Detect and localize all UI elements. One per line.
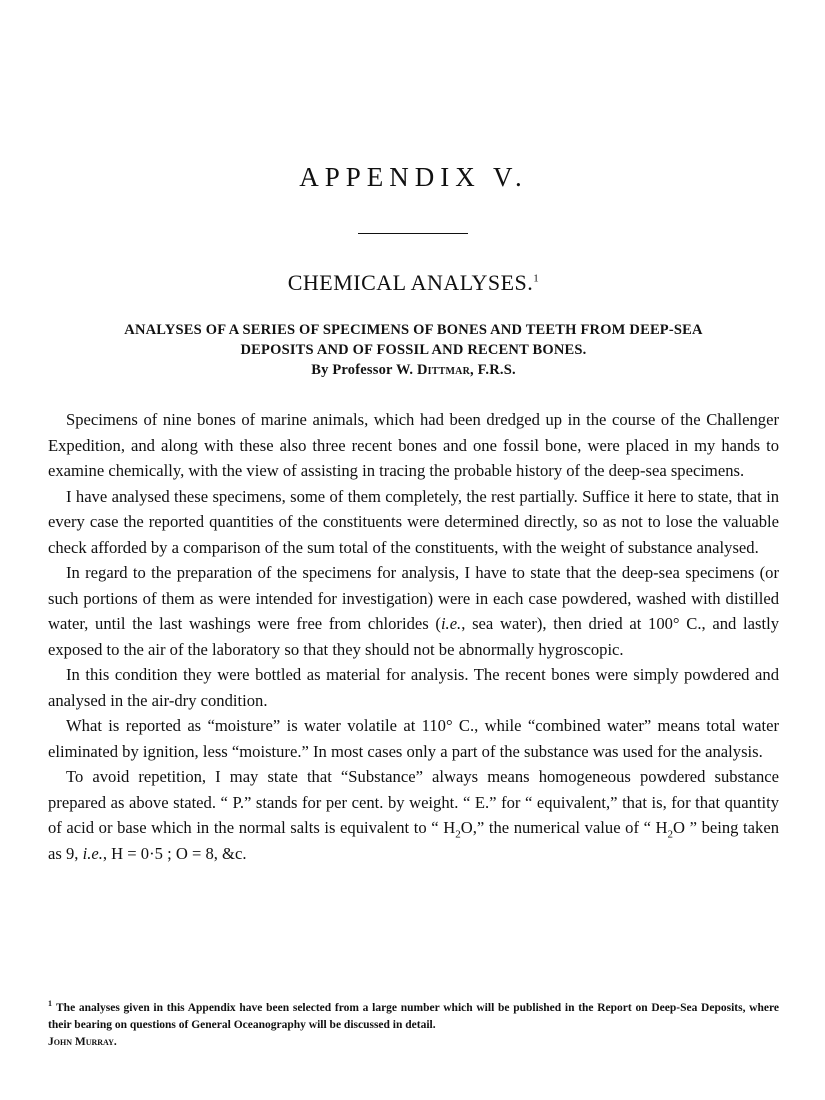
footnote-reference: 1: [533, 272, 540, 285]
author-name: Dittmar: [417, 362, 470, 378]
paragraph-3-ie: i.e.: [440, 614, 462, 633]
body-text: [48, 407, 779, 866]
paragraph-6-part-b: O,” the numerical value of “ H: [460, 818, 668, 837]
subscript-1: 2: [455, 828, 461, 841]
footnote: [48, 995, 779, 1051]
paragraph-5: What is reported as “moisture” is water volatile at 110° C., while “combined water” means total water eliminated by ignition, less “moisture.” In most cases only a part of the substance was used for the analysis.: [48, 716, 779, 761]
subtitle-line-1: ANALYSES OF A SERIES OF SPECIMENS OF BONES AND TEETH FROM DEEP-SEA: [124, 322, 703, 338]
appendix-heading: APPENDIX V.: [299, 162, 528, 192]
paragraph-4: In this condition they were bottled as material for analysis. The recent bones were simply powdered and analysed in the air-dry condition.: [48, 665, 779, 710]
document-page: [48, 0, 779, 1100]
author-line: [48, 360, 779, 380]
footnote-signature: John Murray.: [48, 1035, 117, 1048]
paragraph-2: I have analysed these specimens, some of them completely, the rest partially. Suffice it here to state, that in every case the reported quantities of the constituents were determined directly, so as not to lose the valuable check afforded by a comparison of the sum total of the constituents, with the weight of substance analysed.: [48, 486, 779, 557]
footnote-mark: 1: [48, 999, 52, 1008]
paragraph-3: [48, 560, 779, 662]
paragraph-6-part-c: O ” being taken as 9,: [48, 818, 779, 863]
paragraph-6-part-a: To avoid repetition, I may state that “Substance” always means homogeneous powdered substance prepared as above stated. “ P.” stands for per cent. by weight. “ E.” for “ equivalent,” that is, for that quantity of acid or base which in the normal salts is equivalent to “ H: [48, 767, 779, 837]
heading-divider: [358, 233, 468, 234]
section-title-text: CHEMICAL ANALYSES.: [287, 270, 534, 295]
paragraph-3-part-b: , sea water), then dried at 100° C., and lastly exposed to the air of the laboratory so that they should not be abnormally hygroscopic.: [48, 614, 779, 659]
section-title: [48, 270, 779, 296]
subtitle-line-2: DEPOSITS AND OF FOSSIL AND RECENT BONES.: [240, 342, 587, 358]
author-suffix: , F.R.S.: [470, 362, 516, 378]
paragraph-6-part-d: , H = 0·5 ; O = 8, &c.: [102, 843, 247, 863]
paragraph-6-ie: i.e.: [82, 843, 103, 863]
paragraph-6: [48, 764, 779, 866]
subtitle-block: [48, 320, 779, 380]
author-prefix: By Professor W.: [311, 362, 414, 378]
paragraph-1: Specimens of nine bones of marine animals, which had been dredged up in the course of the Challenger Expedition, and along with these also three recent bones and one fossil bone, were placed in my hands to examine chemically, with the view of assisting in tracing the probable history of the deep-sea specimens.: [48, 410, 779, 480]
footnote-text: The analyses given in this Appendix have been selected from a large number which will be published in the Report on Deep-Sea Deposits, where their bearing on questions of General Oceanography will be discussed in detail.: [48, 1001, 779, 1031]
subscript-2: 2: [667, 828, 674, 841]
paragraph-3-part-a: In regard to the preparation of the specimens for analysis, I have to state that the deep-sea specimens (or such portions of them as were intended for investigation) were in each case powdered, washed with distilled water, until the last washings were free from chlorides (: [48, 563, 779, 633]
